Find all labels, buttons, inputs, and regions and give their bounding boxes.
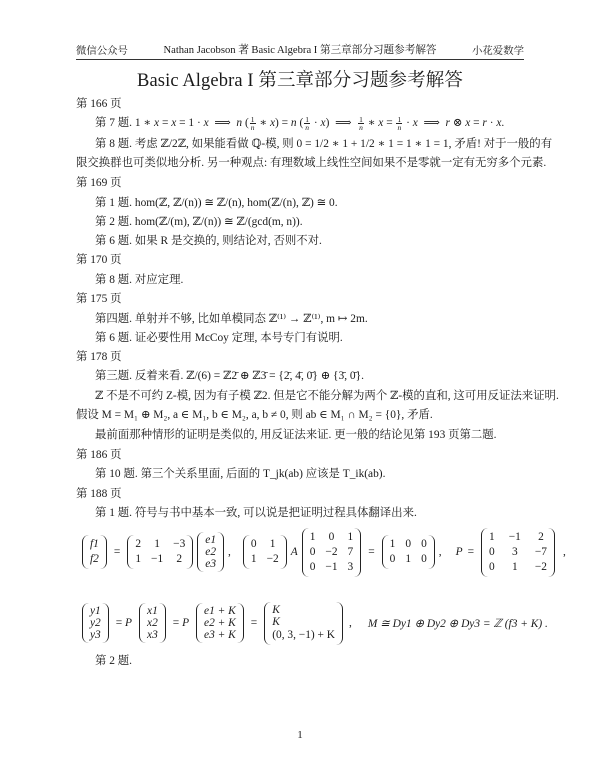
exercise-label: 第 8 题. [95,138,133,150]
exercise-text: 对应定理. [134,274,184,286]
section-page-178: 第 178 页 [76,351,122,363]
exercise-7-p166 [95,116,504,131]
exercise-1-p169 [95,196,338,210]
matrix-y: y1 y2 y3 [82,603,109,643]
exercise-math: 1 ∗ x = x = 1 · x ⟹ n ( $\frac{1}{n}$ ∗ x) = n ( $\frac{1}{n}$ · x) ⟹ $\frac{1}{n}$ ∗ x = $\frac{1}{n}$ · x ⟹ r ⊗ x = r · x. [134,115,505,132]
exercise-3-p178 [95,369,364,383]
matrix-a: 1 0 1 0 −2 7 0 −1 3 [302,528,362,577]
section-page-166: 第 166 页 [76,98,122,110]
matrix-k-result: K K (0, 3, −1) + K [264,602,343,645]
section-page-170: 第 170 页 [76,254,122,266]
exercise-label: 第 8 题. [95,274,133,286]
exercise-1-p188 [95,506,417,520]
section-page-175: 第 175 页 [76,293,122,305]
exercise-2-p169 [95,215,303,229]
exercise-label: 第四题. [95,313,133,325]
exercise-6-p169 [95,234,322,248]
page-number: 1 [297,729,303,741]
matrix-p: 1 −1 2 0 3 −7 0 1 −2 [481,528,555,577]
exercise-label: 第 6 题. [95,332,133,344]
exercise-2-p188: 第 2 题. [95,655,133,667]
paragraph-z-not-irreducible: ℤ 不是不可约 Z-模, 因为有子模 ℤ2. 但是它不能分解为两个 ℤ-模的直和, 这可用反证法来证明. [95,390,559,402]
exercise-8-p166-cont: 限交换群也可类似地分析. 另一种观点: 有理数域上线性空间如果不是零就一定有无穷多个元素. [76,157,547,169]
exercise-text: 证必要性用 McCoy 定理, 本号专门有说明. [134,332,343,344]
matrix-coef: 2 1 −3 1 −1 2 [127,535,193,569]
exercise-label: 第 1 题. [95,197,133,209]
exercise-text: 单射并不够, 比如单模同态 ℤ⁽¹⁾ → ℤ⁽¹⁾, m ↦ 2m. [134,313,368,325]
matrix-result: 1 0 0 0 1 0 [382,535,435,569]
module-decomposition: M ≅ Dy1 ⊕ Dy2 ⊕ Dy3 = ℤ (f3 + K) . [367,618,548,630]
matrix-left-factor: 0 1 1 −2 [243,535,287,569]
exercise-8-p166 [95,137,552,151]
exercise-6-p175 [95,331,343,345]
exercise-text: 符号与书中基本一致, 可以说是把证明过程具体翻译出来. [134,507,417,519]
exercise-label: 第 2 题. [95,216,133,228]
exercise-text: hom(ℤ/(m), ℤ/(n)) ≅ ℤ/(gcd(m, n)). [134,216,303,228]
exercise-4-p175 [95,312,368,326]
paragraph-general-result: 最前面那种情形的证明是类似的, 用反证法来证. 更一般的结论见第 193 页第二题. [95,429,497,441]
exercise-text: 考虑 ℤ/2ℤ, 如果能看做 ℚ-模, 则 0 = 1/2 ∗ 1 + 1/2 ∗ 1 = 1 ∗ 1 = 1, 矛盾! 对于一般的有 [134,138,553,150]
matrix-e: e1 e2 e3 [197,532,224,572]
equation-2: y1 y2 y3 = P x1 x2 x3 = P e1 + K e2 + K e3 + K = K K (0, 3, −1) + K , M ≅ Dy1 ⊕ Dy2 ⊕ Dy3 = ℤ (f3 + K) . [80,598,548,648]
paragraph-z-not-irreducible-cont: 假设 M = M₁ ⊕ M₂, a ∈ M₁, b ∈ M₂, a, b ≠ 0, 则 ab ∈ M₁ ∩ M₂ = {0}, 矛盾. [76,409,433,421]
exercise-text: 第三个关系里面, 后面的 T_jk(ab) 应该是 T_ik(ab). [140,468,386,480]
section-page-186: 第 186 页 [76,449,122,461]
matrix-x: x1 x2 x3 [139,603,166,643]
exercise-label: 第 10 题. [95,468,138,480]
exercise-text: 如果 R 是交换的, 则结论对, 否则不对. [134,235,322,247]
section-page-188: 第 188 页 [76,488,122,500]
exercise-8-p170 [95,273,183,287]
exercise-label: 第 7 题. [95,117,133,130]
exercise-text: 反着来看. ℤ/(6) = ℤ2̄ ⊕ ℤ3̄ = {2̄, 4̄, 0̄} ⊕ {3̄, 0̄}. [134,370,364,382]
section-page-169: 第 169 页 [76,177,122,189]
matrix-f: f1 f2 [82,535,107,569]
header-right: 小花爱数学 [472,45,524,57]
exercise-10-p186 [95,467,385,481]
exercise-label: 第三题. [95,370,133,382]
matrix-e-plus-k: e1 + K e2 + K e3 + K [196,603,244,643]
exercise-text: hom(ℤ, ℤ/(n)) ≅ ℤ/(n), hom(ℤ/(n), ℤ) ≅ 0. [134,197,338,209]
running-header [76,44,524,60]
exercise-label: 第 1 题. [95,507,133,519]
exercise-label: 第 6 题. [95,235,133,247]
equation-1: f1 f2 = 2 1 −3 1 −1 2 e1 e2 e3 , 0 1 1 −2 A 1 0 1 0 −2 7 0 −1 3 = 1 0 0 0 1 0 , P = 1 −1 2 0 3 −7 0 1 −2 , [80,528,566,576]
document-title: Basic Algebra I 第三章部分习题参考解答 [137,71,463,91]
header-left: 微信公众号 [76,45,128,57]
header-center: Nathan Jacobson 著 Basic Algebra I 第三章部分习题参考解答 [163,45,437,56]
